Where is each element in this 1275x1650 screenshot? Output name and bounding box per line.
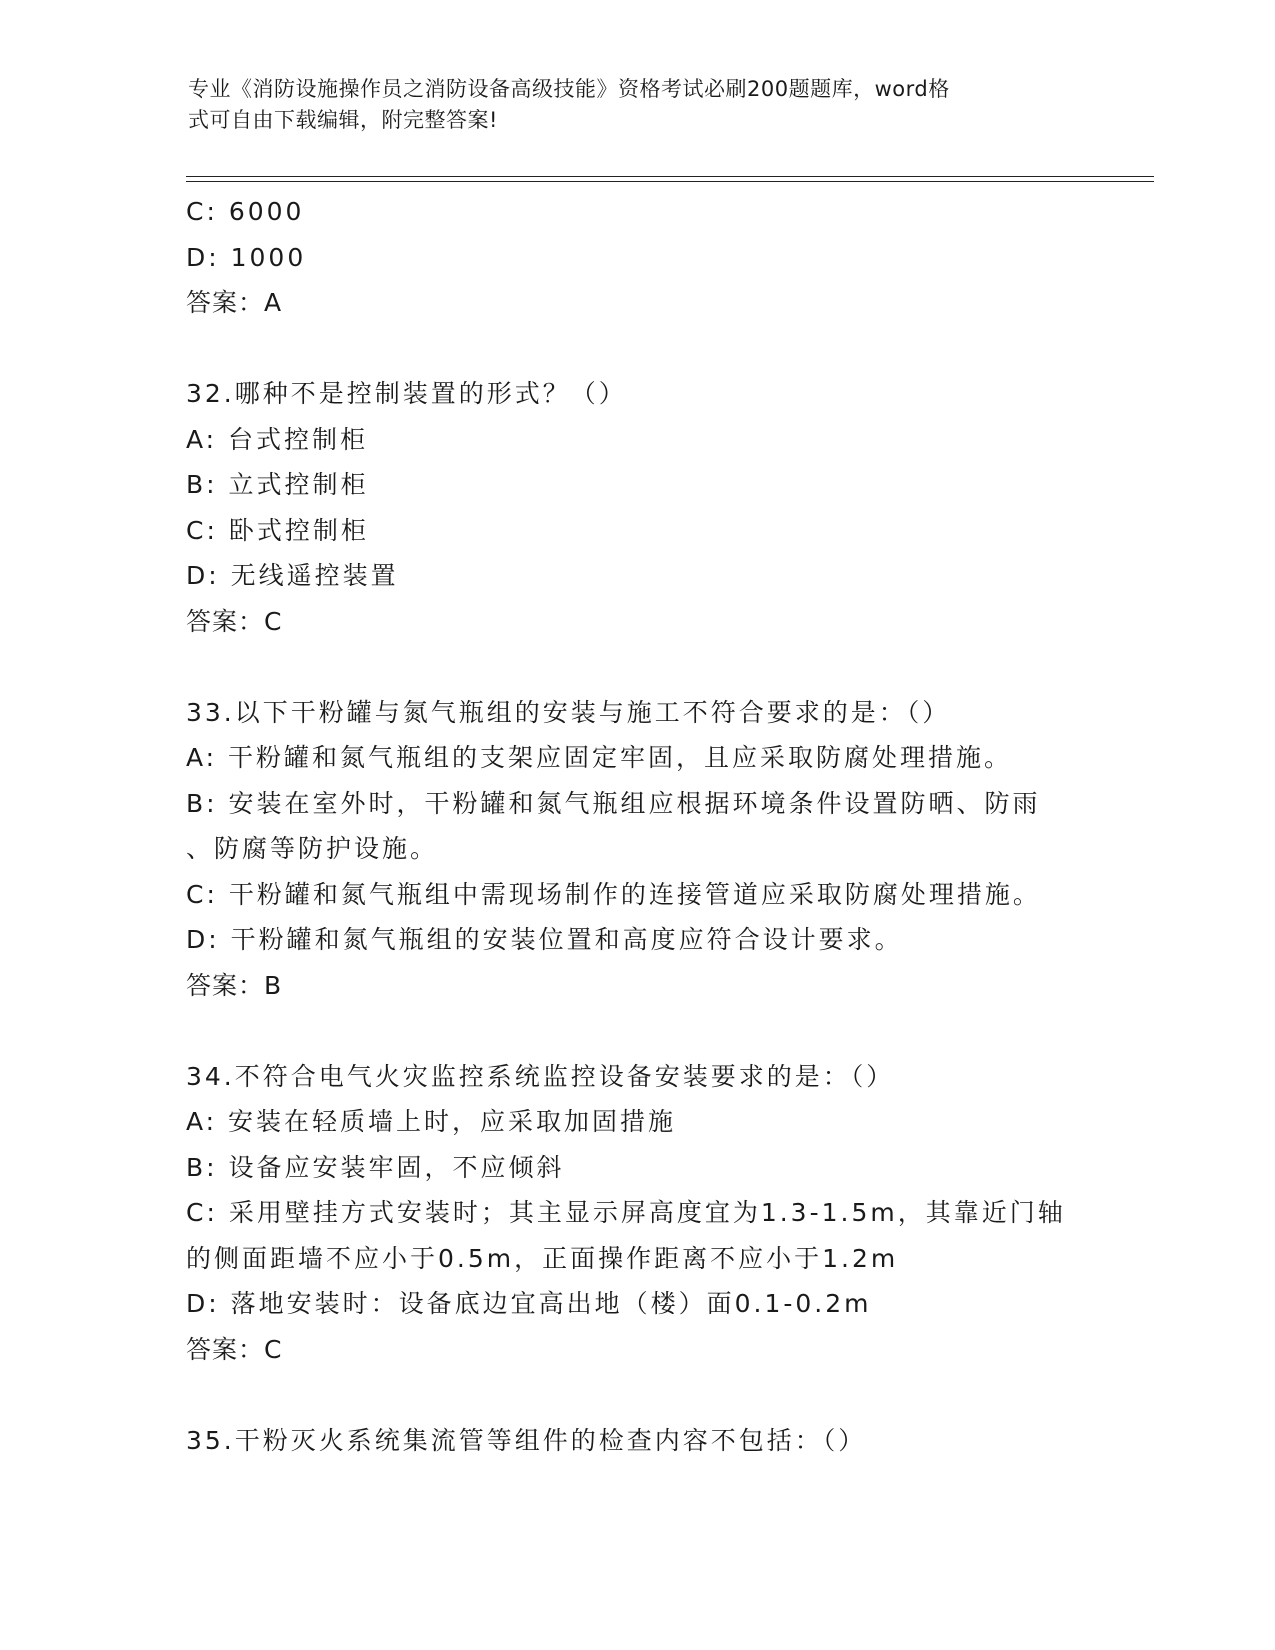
q33-answer: 答案：B <box>186 970 283 1000</box>
page-header <box>188 74 1068 136</box>
q31-option-d: D: 1000 <box>186 242 307 272</box>
q33-question: 33.以下干粉罐与氮气瓶组的安装与施工不符合要求的是：（） <box>186 697 951 727</box>
question-content <box>186 189 1086 1463</box>
q31-answer: 答案：A <box>186 288 283 317</box>
q32-question: 32.哪种不是控制装置的形式？（） <box>186 379 627 408</box>
q32-answer: 答案：C <box>186 606 283 636</box>
spacer <box>186 1372 1086 1418</box>
header-divider-bottom <box>186 181 1154 182</box>
q35-question: 35.干粉灭火系统集流管等组件的检查内容不包括：（） <box>186 1425 867 1455</box>
q33-option-c: C: 干粉罐和氮气瓶组中需现场制作的连接管道应采取防腐处理措施。 <box>186 879 1041 909</box>
header-divider-top <box>186 176 1154 177</box>
header-line-1: 专业《消防设施操作员之消防设备高级技能》资格考试必刷200题题库，word格 <box>188 77 950 101</box>
q33-option-a: A: 干粉罐和氮气瓶组的支架应固定牢固，且应采取防腐处理措施。 <box>186 743 1013 772</box>
q33-option-d: D: 干粉罐和氮气瓶组的安装位置和高度应符合设计要求。 <box>186 925 903 954</box>
q34-question: 34.不符合电气火灾监控系统监控设备安装要求的是：（） <box>186 1061 895 1091</box>
q33-option-b-line-2: 、防腐等防护设施。 <box>186 834 439 863</box>
q31-option-c: C: 6000 <box>186 197 305 226</box>
q34-option-b: B: 设备应安装牢固，不应倾斜 <box>186 1152 565 1182</box>
spacer <box>186 1008 1086 1054</box>
q32-option-a: A: 台式控制柜 <box>186 424 369 454</box>
q34-option-d: D: 落地安装时：设备底边宜高出地（楼）面0.1-0.2m <box>186 1289 872 1318</box>
spacer <box>186 326 1086 372</box>
header-line-2: 式可自由下载编辑，附完整答案! <box>188 108 498 132</box>
spacer <box>186 644 1086 690</box>
q32-option-c: C: 卧式控制柜 <box>186 515 369 545</box>
q34-option-c-line-1: C: 采用壁挂方式安装时；其主显示屏高度宜为1.3-1.5m，其靠近门轴 <box>186 1198 1066 1227</box>
q33-option-b-line-1: B: 安装在室外时，干粉罐和氮气瓶组应根据环境条件设置防晒、防雨 <box>186 788 1041 818</box>
q34-answer: 答案：C <box>186 1334 283 1364</box>
q32-option-d: D: 无线遥控装置 <box>186 561 399 590</box>
q32-option-b: B: 立式控制柜 <box>186 470 369 499</box>
q34-option-c-line-2: 的侧面距墙不应小于0.5m，正面操作距离不应小于1.2m <box>186 1243 899 1273</box>
q34-option-a: A: 安装在轻质墙上时，应采取加固措施 <box>186 1107 677 1136</box>
